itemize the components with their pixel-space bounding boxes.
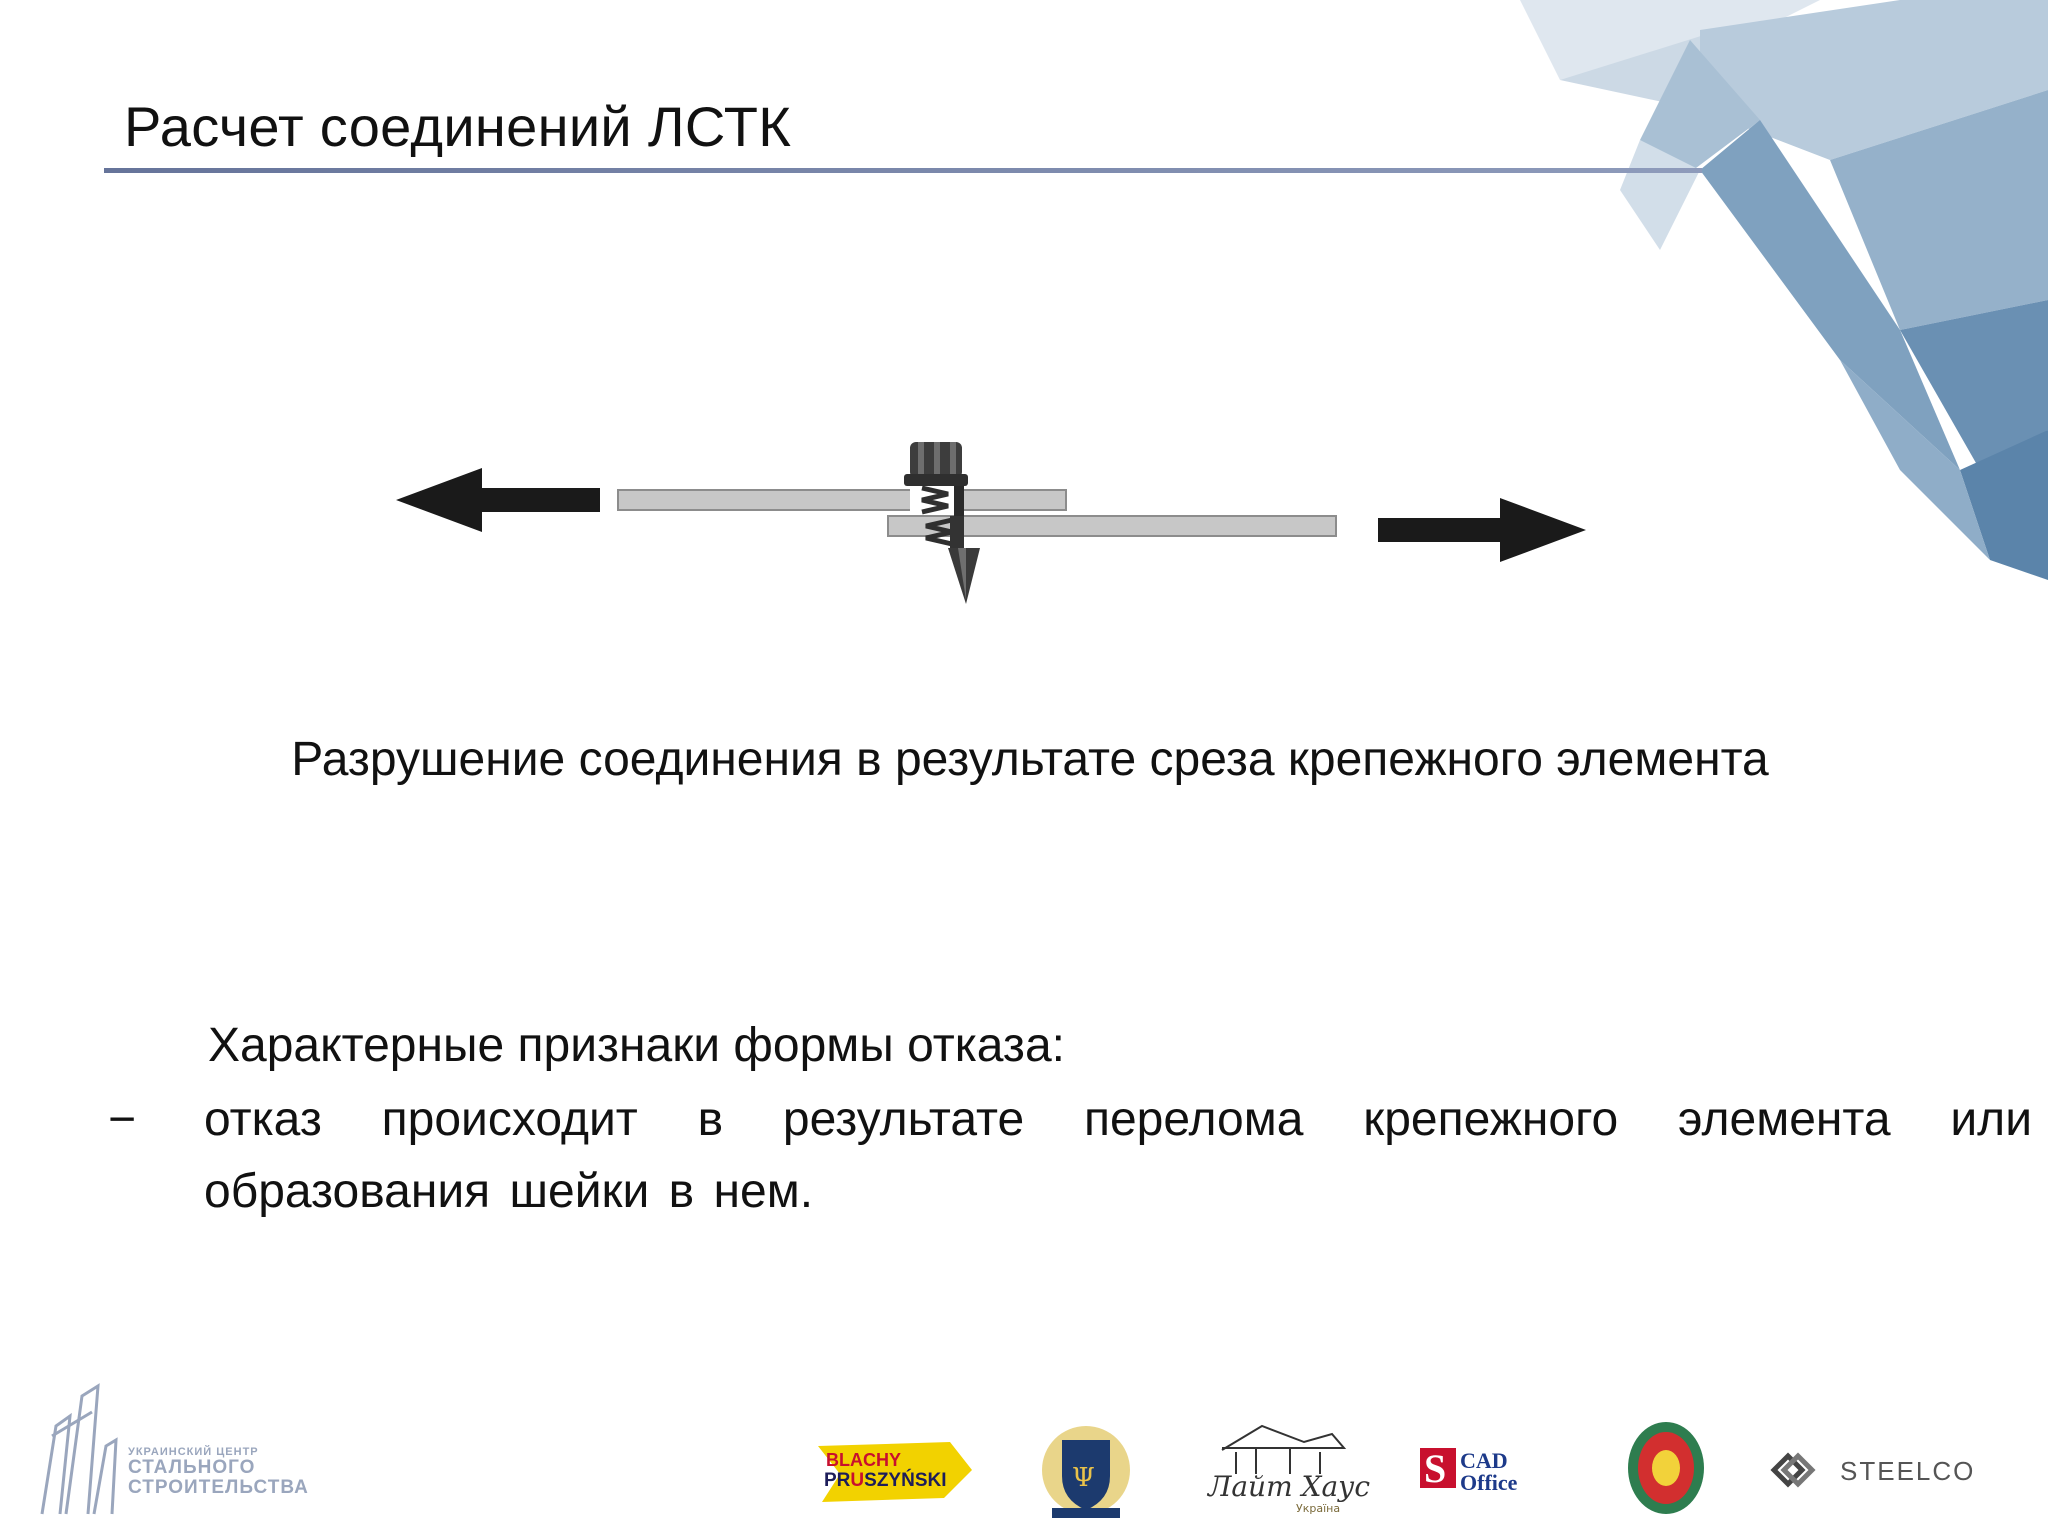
diagram-caption: Разрушение соединения в результате среза крепежного элемента [291,733,1769,786]
feature-text: отказ происходит в результате перелома крепежного элемента или образования шейки в нем. [204,1093,2032,1218]
svg-text:CAD: CAD [1460,1448,1508,1473]
svg-text:BLACHY: BLACHY [826,1450,901,1470]
blachy-pruszynski-logo-icon [818,1442,972,1502]
svg-text:Office: Office [1460,1470,1518,1495]
svg-text:S: S [1424,1446,1447,1491]
features-heading: Характерные признаки формы отказа: [208,1019,1065,1072]
slide-title: Расчет соединений ЛСТК [124,95,792,158]
ucss-line-3: СТРОИТЕЛЬСТВА [128,1477,309,1498]
svg-text:STEELCO: STEELCO [1840,1456,1976,1486]
svg-text:Лайт Хаус: Лайт Хаус [1208,1470,1371,1503]
bullet-dash: − [108,1093,137,1146]
cad-office-logo-icon [1420,1446,1518,1495]
state-emblem-icon [1628,1422,1704,1514]
steelco-logo-icon [1774,1456,1975,1486]
svg-text:Ψ: Ψ [1072,1463,1095,1493]
university-crest-icon [1042,1426,1130,1518]
svg-text:PRUSZYŃSKI: PRUSZYŃSKI [824,1470,947,1491]
ucss-line-1: УКРАИНСКИЙ ЦЕНТР [128,1446,259,1458]
ucss-line-2: СТАЛЬНОГО [128,1457,256,1478]
lait-haus-logo-icon [1206,1426,1370,1515]
svg-text:Україна: Україна [1296,1502,1341,1515]
